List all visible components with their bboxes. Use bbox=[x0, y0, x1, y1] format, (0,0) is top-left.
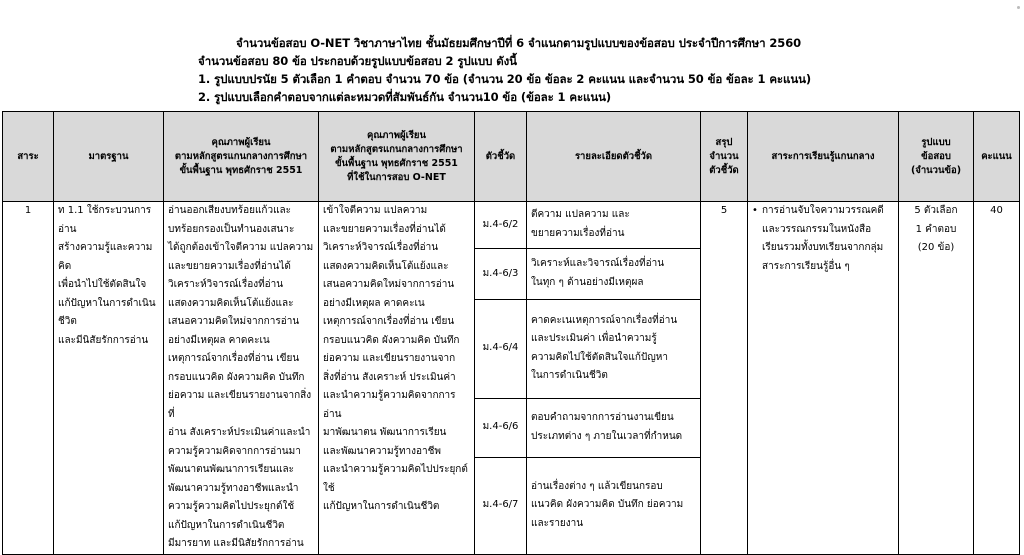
format-line-2: 2. รูปแบบเลือกคำตอบจากแต่ละหมวดที่สัมพันธ์กัน จำนวน10 ข้อ (ข้อละ 1 คะแนน) bbox=[198, 90, 612, 104]
content-text: การอ่านจับใจความวรรณคดี และวรรณกรรมในหนังสือ เรียนรวมทั้งบทเรียนจากกลุ่ม สาระการเรียนรู้อื่น ๆ bbox=[762, 205, 884, 272]
subtitle-line: จำนวนข้อสอบ 80 ข้อ ประกอบด้วยรูปแบบข้อสอบ 2 รูปแบบ ดังนี้ bbox=[198, 54, 517, 68]
indicator-detail: ตอบคำถามจากการอ่านงานเขียน ประเภทต่าง ๆ ภายในเวลาที่กำหนด bbox=[527, 398, 701, 457]
indicator-detail: วิเคราะห์และวิจารณ์เรื่องที่อ่าน ในทุก ๆ ด้านอย่างมีเหตุผล bbox=[527, 248, 701, 299]
indicator-code: ม.4-6/2 bbox=[475, 202, 527, 249]
bullet-icon: • bbox=[752, 205, 758, 216]
indicator-detail: อ่านเรื่องต่าง ๆ แล้วเขียนกรอบ แนวคิด ผังความคิด บันทึก ย่อความ และรายงาน bbox=[527, 457, 701, 554]
standard-cell: ท 1.1 ใช้กระบวนการอ่าน สร้างความรู้และความคิด เพื่อนำไปใช้ตัดสินใจ แก้ปัญหาในการดำเนินชีวิต และมีนิสัยรักการอ่าน bbox=[54, 202, 164, 555]
score-cell: 40 bbox=[974, 202, 1020, 555]
col-score: คะแนน bbox=[974, 112, 1020, 202]
indicator-detail: ตีความ แปลความ และ ขยายความเรื่องที่อ่าน bbox=[527, 202, 701, 249]
title-line: จำนวนข้อสอบ O-NET วิชาภาษาไทย ชั้นมัธยมศึกษาปีที่ 6 จำแนกตามรูปแบบของข้อสอบ ประจำปีการศึกษา 2560 bbox=[236, 36, 802, 50]
format-line-1: 1. รูปแบบปรนัย 5 ตัวเลือก 1 คำตอบ จำนวน 70 ข้อ (จำนวน 20 ข้อ ข้อละ 2 คะแนน และจำนวน 50 ข้อ ข้อละ 1 คะแนน) bbox=[198, 72, 811, 86]
col-quality-1: คุณภาพผู้เรียน ตามหลักสูตรแกนกลางการศึกษา ขั้นพื้นฐาน พุทธศักราช 2551 bbox=[164, 112, 319, 202]
strand-cell: 1 bbox=[3, 202, 54, 555]
summary-cell: 5 bbox=[701, 202, 748, 555]
indicator-code: ม.4-6/3 bbox=[475, 248, 527, 299]
col-indicator: ตัวชี้วัด bbox=[475, 112, 527, 202]
table-row bbox=[3, 202, 1020, 249]
indicator-code: ม.4-6/4 bbox=[475, 299, 527, 398]
header-row bbox=[3, 112, 1020, 202]
col-summary: สรุป จำนวน ตัวชี้วัด bbox=[701, 112, 748, 202]
col-standard: มาตรฐาน bbox=[54, 112, 164, 202]
col-content: สาระการเรียนรู้แกนกลาง bbox=[748, 112, 899, 202]
indicator-code: ม.4-6/6 bbox=[475, 398, 527, 457]
col-quality-2: คุณภาพผู้เรียน ตามหลักสูตรแกนกลางการศึกษา ขั้นพื้นฐาน พุทธศักราช 2551 ที่ใช้ในการสอบ O-NET bbox=[319, 112, 475, 202]
onet-table bbox=[2, 111, 1020, 555]
col-format: รูปแบบ ข้อสอบ (จำนวนข้อ) bbox=[899, 112, 974, 202]
indicator-code: ม.4-6/7 bbox=[475, 457, 527, 554]
quality-2-cell: เข้าใจตีความ แปลความ และขยายความเรื่องที่อ่านได้ วิเคราะห์วิจารณ์เรื่องที่อ่าน แสดงความคิดเห็นโต้แย้งและ เสนอความคิดใหม่จากการอ่าน อย่างมีเหตุผล คาดคะเน เหตุการณ์จากเรื่องที่อ่าน เขียน กรอบแนวคิด ผังความคิด บันทึก ย่อความ และเขียนรายงานจาก สิ่งที่อ่าน สังเคราะห์ ประเมินค่า และนำความรู้ความคิดจากการอ่าน มาพัฒนาตน พัฒนาการเรียน และพัฒนาความรู้ทางอาชีพ และนำความรู้ความคิดไปประยุกต์ใช้ แก้ปัญหาในการดำเนินชีวิต bbox=[319, 202, 475, 555]
document-header bbox=[0, 0, 1024, 112]
col-strand: สาระ bbox=[3, 112, 54, 202]
col-detail: รายละเอียดตัวชี้วัด bbox=[527, 112, 701, 202]
format-cell: 5 ตัวเลือก 1 คำตอบ (20 ข้อ) bbox=[899, 202, 974, 555]
content-cell bbox=[748, 202, 899, 555]
quality-1-cell: อ่านออกเสียงบทร้อยแก้วและ บทร้อยกรองเป็นทำนองเสนาะ ได้ถูกต้องเข้าใจตีความ แปลความ และขยายความเรื่องที่อ่านได้ วิเคราะห์วิจารณ์เรื่องที่อ่าน แสดงความคิดเห็นโต้แย้งและ เสนอความคิดใหม่จากการอ่าน อย่างมีเหตุผล คาดคะเน เหตุการณ์จากเรื่องที่อ่าน เขียน กรอบแนวคิด ผังความคิด บันทึก ย่อความ และเขียนรายงานจากสิ่งที่ อ่าน สังเคราะห์ประเมินค่าและนำ ความรู้ความคิดจากการอ่านมา พัฒนาตนพัฒนาการเรียนและ พัฒนาความรู้ทางอาชีพและนำ ความรู้ความคิดไปประยุกต์ใช้ แก้ปัญหาในการดำเนินชีวิต มีมารยาท และมีนิสัยรักการอ่าน bbox=[164, 202, 319, 555]
content-item bbox=[752, 202, 894, 276]
indicator-detail: คาดคะเนเหตุการณ์จากเรื่องที่อ่าน และประเมินค่า เพื่อนำความรู้ ความคิดไปใช้ตัดสินใจแก้ปัญหา ในการดำเนินชีวิต bbox=[527, 299, 701, 398]
